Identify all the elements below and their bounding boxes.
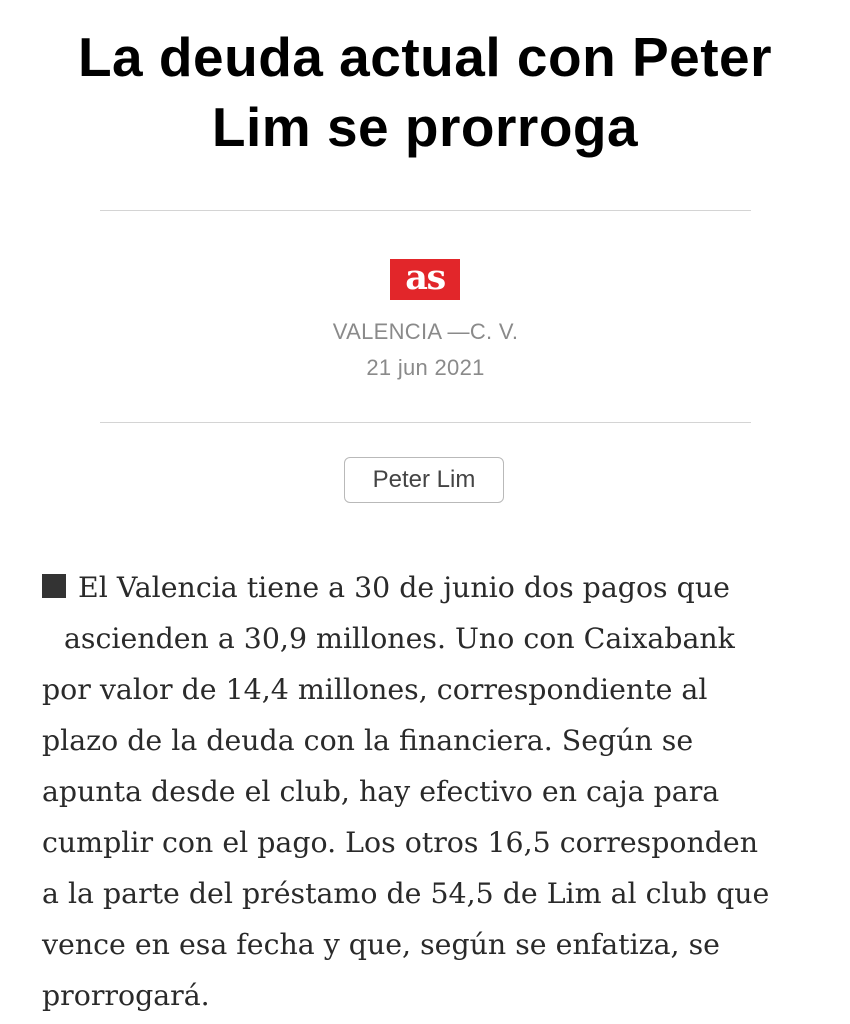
- body-line: prorrogará.: [42, 979, 210, 1012]
- byline: VALENCIA —C. V.: [332, 319, 519, 344]
- body-line: por valor de 14,4 millones, correspondiente al: [42, 673, 708, 706]
- divider-bottom: [100, 422, 751, 423]
- tag-peter-lim[interactable]: Peter Lim: [344, 457, 504, 503]
- article-body: [42, 562, 817, 1021]
- publish-date: 21 jun 2021: [366, 355, 485, 380]
- source-logo-text: as: [405, 259, 445, 298]
- body-line: plazo de la deuda con la financiera. Según se: [42, 724, 694, 757]
- body-line: ascienden a 30,9 millones. Uno con Caixabank: [64, 622, 735, 655]
- body-line: a la parte del préstamo de 54,5 de Lim al club que: [42, 877, 770, 910]
- square-bullet-icon: [42, 574, 66, 598]
- body-line: vence en esa fecha y que, según se enfatiza, se: [42, 928, 720, 961]
- body-line: cumplir con el pago. Los otros 16,5 corresponden: [42, 826, 759, 859]
- source-logo: [390, 259, 460, 300]
- article-title: La deuda actual con Peter Lim se prorroga: [77, 26, 773, 158]
- body-line: El Valencia tiene a 30 de junio dos pagos que: [42, 562, 817, 613]
- body-line: apunta desde el club, hay efectivo en caja para: [42, 775, 720, 808]
- divider-top: [100, 210, 751, 211]
